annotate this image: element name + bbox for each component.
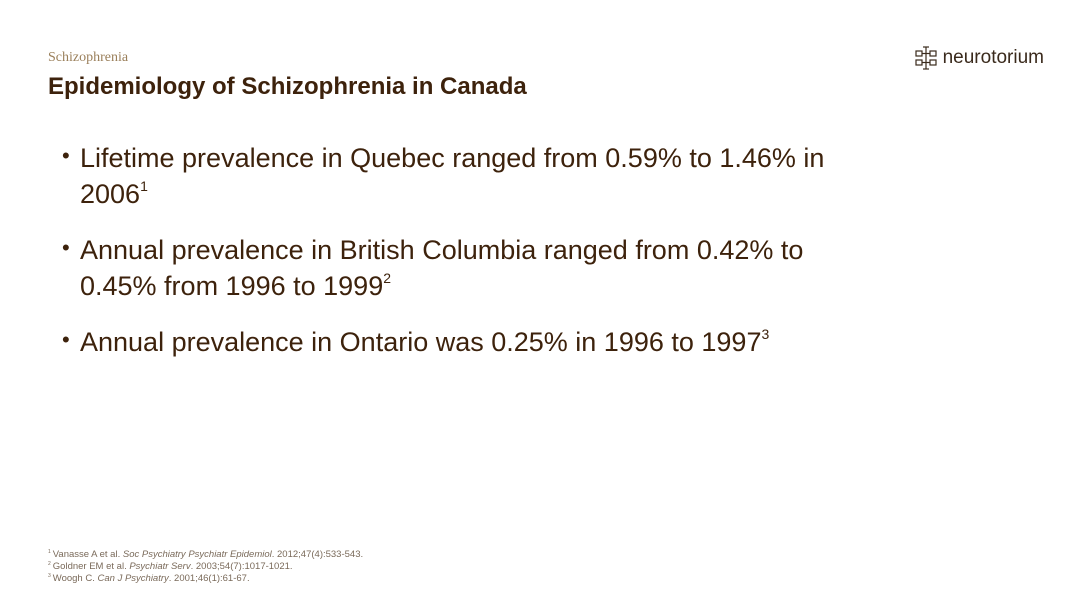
- slide-title: Epidemiology of Schizophrenia in Canada: [48, 73, 527, 100]
- footnote-marker: 2: [383, 270, 392, 286]
- logo-text: neurotorium: [942, 47, 1044, 68]
- bullet-item: [62, 232, 882, 304]
- references: [48, 549, 363, 585]
- reference-item: $^2$ Goldner EM et al. Psychiatr Serv. 2003;54(7):1017-1021.: [48, 561, 293, 572]
- bullet-dot-icon: •: [62, 143, 70, 168]
- footnote-marker: 1: [140, 178, 148, 194]
- bullet-text: Annual prevalence in Ontario was 0.25% in 1996 to 1997: [80, 327, 762, 357]
- footnote-marker: 3: [761, 326, 770, 342]
- bullet-list: [62, 140, 882, 380]
- bullet-item: [62, 324, 882, 360]
- bullet-dot-icon: •: [62, 235, 70, 260]
- neurotorium-logo-icon: [915, 46, 937, 70]
- reference-item: $^1$ Vanasse A et al. Soc Psychiatry Psychiatr Epidemiol. 2012;47(4):533-543.: [48, 549, 364, 560]
- bullet-text: Lifetime prevalence in Quebec ranged from 0.59% to 1.46% in 2006: [80, 143, 825, 209]
- bullet-item: [62, 140, 882, 212]
- bullet-text: Annual prevalence in British Columbia ranged from 0.42% to 0.45% from 1996 to 1999: [80, 235, 804, 301]
- brand-logo: [915, 46, 1044, 70]
- reference-item: $^3$ Woogh C. Can J Psychiatry. 2001;46(1):61-67.: [48, 573, 250, 584]
- bullet-dot-icon: •: [62, 327, 70, 352]
- section-label: Schizophrenia: [48, 50, 129, 65]
